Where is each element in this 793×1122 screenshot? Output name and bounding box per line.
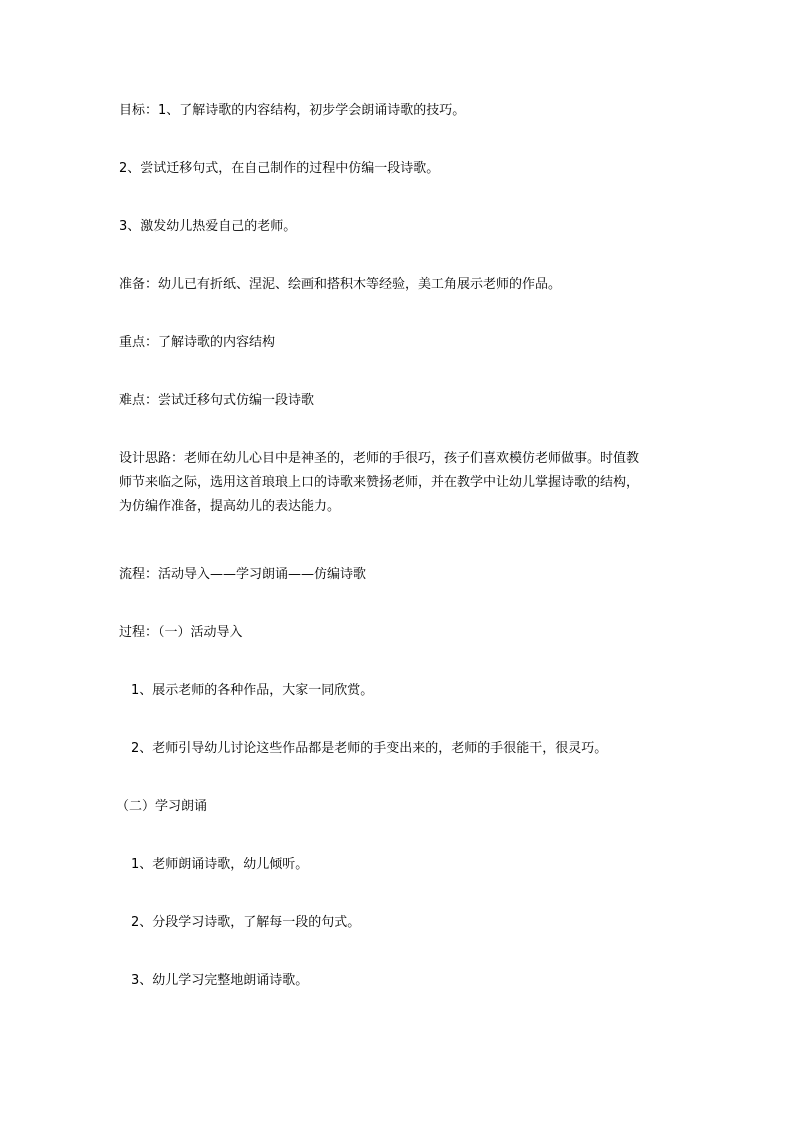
process-header: 过程：（一）活动导入 <box>119 625 243 640</box>
section-2-header: （二）学习朗诵 <box>116 799 208 814</box>
goal-line-1: 目标：1、了解诗歌的内容结构，初步学会朗诵诗歌的技巧。 <box>119 103 466 118</box>
flow-line: 流程：活动导入——学习朗诵——仿编诗歌 <box>119 567 367 582</box>
preparation-line: 准备：幼儿已有折纸、涅泥、绘画和搭积木等经验，美工角展示老师的作品。 <box>119 277 562 292</box>
goal-line-2: 2、尝试迁移句式，在自己制作的过程中仿编一段诗歌。 <box>119 161 440 176</box>
goal-line-3: 3、激发幼儿热爱自己的老师。 <box>119 219 297 234</box>
key-point-line: 重点：了解诗歌的内容结构 <box>119 335 276 350</box>
step-2-2: 2、分段学习诗歌，了解每一段的句式。 <box>131 915 361 930</box>
difficulty-line: 难点：尝试迁移句式仿编一段诗歌 <box>119 393 315 408</box>
step-2-1: 1、老师朗诵诗歌，幼儿倾听。 <box>131 857 309 872</box>
step-1-1: 1、展示老师的各种作品，大家一同欣赏。 <box>131 683 374 698</box>
design-idea-paragraph <box>119 447 679 519</box>
design-idea-line-3: 为仿编作准备，提高幼儿的表达能力。 <box>119 499 341 514</box>
step-1-2: 2、老师引导幼儿讨论这些作品都是老师的手变出来的，老师的手很能干，很灵巧。 <box>131 741 608 756</box>
design-idea-line-1: 设计思路：老师在幼儿心目中是神圣的，老师的手很巧，孩子们喜欢模仿老师做事。时值教 <box>119 451 640 466</box>
design-idea-line-2: 师节来临之际，选用这首琅琅上口的诗歌来赞扬老师，并在教学中让幼儿掌握诗歌的结构， <box>119 475 640 490</box>
step-2-3: 3、幼儿学习完整地朗诵诗歌。 <box>131 973 309 988</box>
